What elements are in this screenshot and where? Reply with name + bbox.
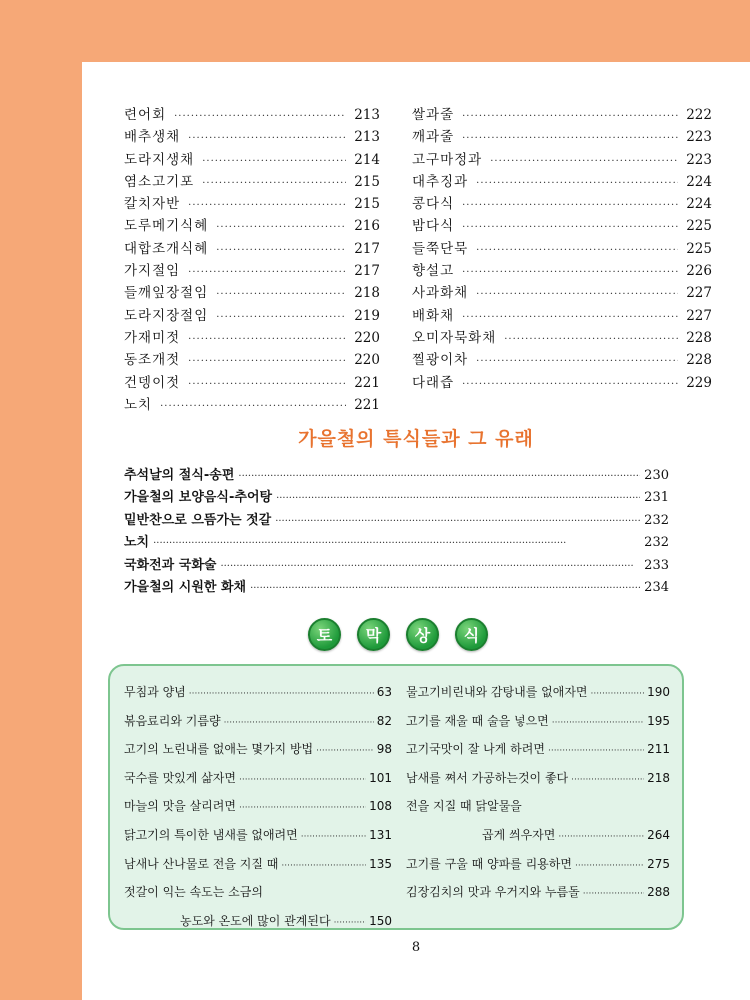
section-entry: 밑반찬으로 으뜸가는 젓갈 ····· 232 xyxy=(124,510,669,532)
toc-entry: 도루메기식혜 ····· 216 xyxy=(124,215,380,237)
tips-box xyxy=(108,664,684,930)
tips-left-column xyxy=(124,678,392,935)
toc-entry: 들깨잎장절임 ····· 218 xyxy=(124,282,380,304)
toc-entry: 배화채 ····· 227 xyxy=(412,305,712,327)
tip-entry: 고기를 구울 때 양파를 리용하면 ····· 275 xyxy=(406,850,670,879)
tip-entry: 김장김치의 맛과 우거지와 누름돌 ····· 288 xyxy=(406,878,670,907)
toc-entry: 깨과줄 ····· 223 xyxy=(412,126,712,148)
toc-entry: 들쭉단묵 ····· 225 xyxy=(412,238,712,260)
tip-entry: 닭고기의 특이한 냄새를 없애려면 ····· 131 xyxy=(124,821,392,850)
toc-entry: 고구마정과 ····· 223 xyxy=(412,149,712,171)
document-page xyxy=(82,62,750,1000)
section-entry: 노치 ····· 232 xyxy=(124,532,669,554)
toc-left-column xyxy=(124,104,380,416)
toc-entry: 대추징과 ····· 224 xyxy=(412,171,712,193)
toc-entry: 사과화채 ····· 227 xyxy=(412,282,712,304)
toc-entry: 가재미젓 ····· 220 xyxy=(124,327,380,349)
tip-entry: 전을 지질 때 닭알물을 xyxy=(406,799,522,814)
toc-entry: 대합조개식혜 ····· 217 xyxy=(124,238,380,260)
toc-entry: 콩다식 ····· 224 xyxy=(412,193,712,215)
toc-entry: 쌀과줄 ····· 222 xyxy=(412,104,712,126)
section-entry: 가을철의 시원한 화채 ····· 234 xyxy=(124,577,669,599)
tip-entry: 남새나 산나물로 전을 지질 때 ····· 135 xyxy=(124,850,392,879)
toc-entry: 도라지생채 ····· 214 xyxy=(124,149,380,171)
toc-entry: 동조개젓 ····· 220 xyxy=(124,349,380,371)
toc-entry: 염소고기포 ····· 215 xyxy=(124,171,380,193)
toc-entry: 노치 ····· 221 xyxy=(124,394,380,416)
tips-heading-badges xyxy=(308,618,488,651)
heading-badge: 식 xyxy=(455,618,488,651)
section-entries xyxy=(124,465,669,599)
tip-entry: 농도와 온도에 많이 관계된다 ····· 150 xyxy=(124,907,392,936)
toc-entry: 밤다식 ····· 225 xyxy=(412,215,712,237)
heading-badge: 토 xyxy=(308,618,341,651)
toc-entry: 다래즙 ····· 229 xyxy=(412,372,712,394)
toc-entry: 도라지장절임 ····· 219 xyxy=(124,305,380,327)
page-number: 8 xyxy=(411,940,421,955)
tips-right-column xyxy=(406,678,670,907)
section-entry: 추석날의 절식-송편 ····· 230 xyxy=(124,465,669,487)
toc-entry: 칼치자반 ····· 215 xyxy=(124,193,380,215)
tip-entry: 물고기비린내와 감탕내를 없애자면 ····· 190 xyxy=(406,678,670,707)
tip-entry: 무침과 양념 ····· 63 xyxy=(124,678,392,707)
toc-right-column xyxy=(412,104,712,394)
section-entry: 국화전과 국화술 ····· 233 xyxy=(124,555,669,577)
section-entry: 가을철의 보양음식-추어탕 ····· 231 xyxy=(124,487,669,509)
heading-badge: 상 xyxy=(406,618,439,651)
tip-entry: 남새를 쪄서 가공하는것이 좋다 ····· 218 xyxy=(406,764,670,793)
toc-entry: 건뎅이젓 ····· 221 xyxy=(124,372,380,394)
toc-entry: 찔광이차 ····· 228 xyxy=(412,349,712,371)
toc-entry: 향설고 ····· 226 xyxy=(412,260,712,282)
toc-entry: 가지절임 ····· 217 xyxy=(124,260,380,282)
toc-entry: 련어회 ····· 213 xyxy=(124,104,380,126)
toc-entry: 오미자묵화채 ····· 228 xyxy=(412,327,712,349)
section-title: 가을철의 특식들과 그 유래 xyxy=(298,428,534,450)
tip-entry: 볶음료리와 기름량 ····· 82 xyxy=(124,707,392,736)
heading-badge: 막 xyxy=(357,618,390,651)
tip-entry: 고기의 노린내를 없애는 몇가지 방법 ····· 98 xyxy=(124,735,392,764)
tip-entry: 고기를 재울 때 술을 넣으면 ····· 195 xyxy=(406,707,670,736)
tip-entry: 젓갈이 익는 속도는 소금의 xyxy=(124,885,263,900)
toc-entry: 배추생채 ····· 213 xyxy=(124,126,380,148)
tip-entry: 곱게 씌우자면 ····· 264 xyxy=(406,821,670,850)
tip-entry: 국수를 맛있게 삶자면 ····· 101 xyxy=(124,764,392,793)
tip-entry: 고기국맛이 잘 나게 하려면 ····· 211 xyxy=(406,735,670,764)
tip-entry: 마늘의 맛을 살리려면 ····· 108 xyxy=(124,792,392,821)
